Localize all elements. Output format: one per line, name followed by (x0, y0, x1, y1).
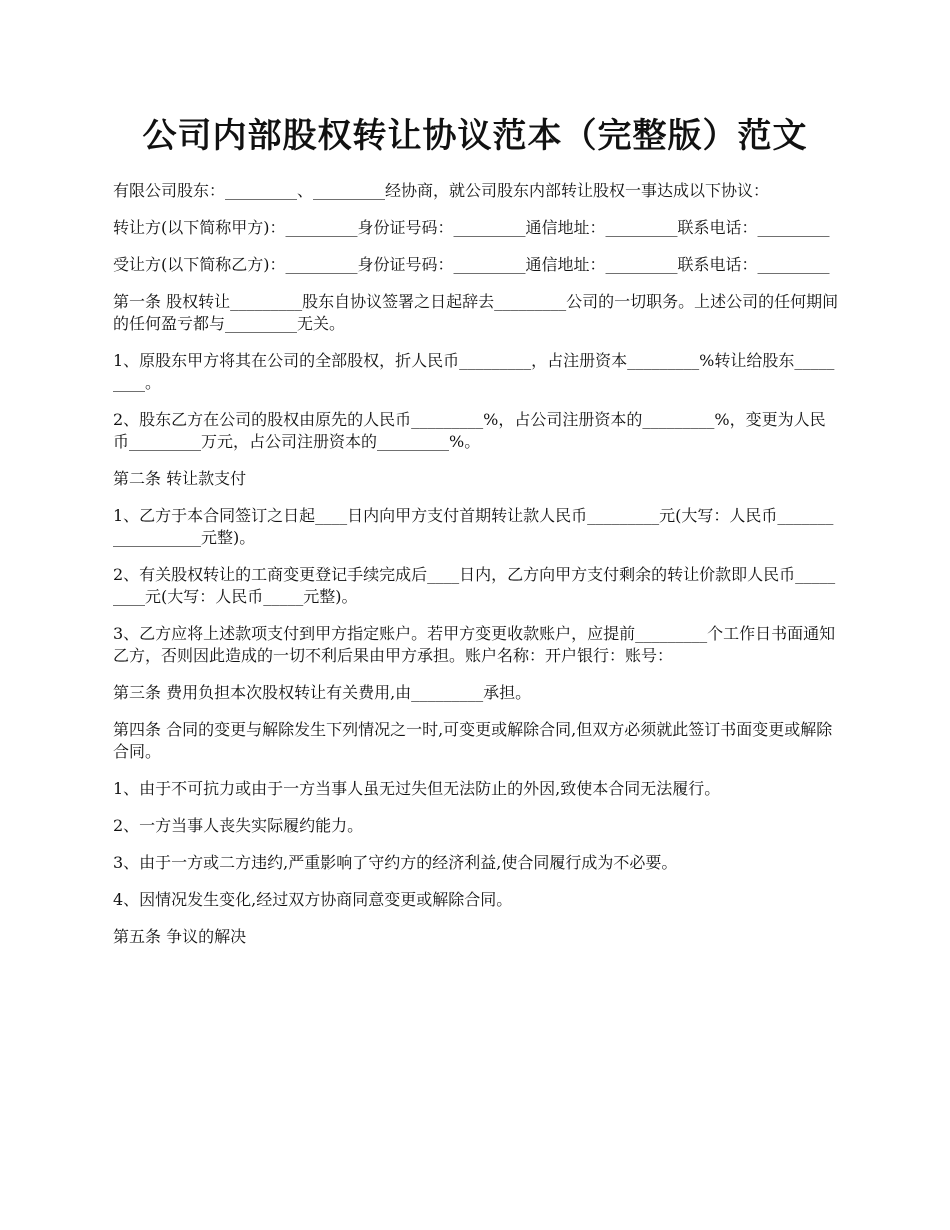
article-5-heading: 第五条 争议的解决 (113, 927, 247, 946)
article-4-clause-2: 2、一方当事人丧失实际履约能力。 (113, 816, 364, 835)
article-4-paragraph: 第四条 合同的变更与解除发生下列情况之一时,可变更或解除合同,但双方必须就此签订书面变更或解除合同。 (113, 720, 833, 761)
article-2-heading: 第二条 转让款支付 (113, 469, 247, 488)
article-2-clause-2: 2、有关股权转让的工商变更登记手续完成后____日内，乙方向甲方支付剩余的转让价款即人民币_________元(大写：人民币_____元整)。 (113, 565, 836, 606)
transferee-info-paragraph: 受让方(以下简称乙方)：_________身份证号码：_________通信地址：_________联系电话：_________ (113, 255, 830, 274)
article-2-clause-1: 1、乙方于本合同签订之日起____日内向甲方支付首期转让款人民币_________元(大写：人民币__________________元整)。 (113, 506, 834, 547)
document-title: 公司内部股权转让协议范本（完整版）范文 (142, 116, 808, 156)
article-1-clause-1: 1、原股东甲方将其在公司的全部股权，折人民币_________，占注册资本_________%转让给股东_________。 (113, 351, 835, 392)
article-3-paragraph: 第三条 费用负担本次股权转让有关费用,由_________承担。 (113, 683, 532, 702)
article-4-clause-1: 1、由于不可抗力或由于一方当事人虽无过失但无法防止的外因,致使本合同无法履行。 (113, 779, 721, 798)
document-body (113, 180, 840, 963)
article-1-paragraph: 第一条 股权转让_________股东自协议签署之日起辞去_________公司的一切职务。上述公司的任何期间的任何盈亏都与_________无关。 (113, 292, 839, 333)
party-intro-paragraph: 有限公司股东：_________、_________经协商，就公司股东内部转让股权一事达成以下协议： (113, 181, 770, 200)
article-2-clause-3: 3、乙方应将上述款项支付到甲方指定账户。若甲方变更收款账户，应提前_________个工作日书面通知乙方，否则因此造成的一切不利后果由甲方承担。账户名称：开户银行：账号： (113, 624, 836, 665)
article-4-clause-4: 4、因情况发生变化,经过双方协商同意变更或解除合同。 (113, 890, 513, 909)
article-1-clause-2: 2、股东乙方在公司的股权由原先的人民币_________%，占公司注册资本的_________%，变更为人民币_________万元，占公司注册资本的_________%。 (113, 410, 826, 451)
transferor-info-paragraph: 转让方(以下简称甲方)：_________身份证号码：_________通信地址：_________联系电话：_________ (113, 218, 830, 237)
article-4-clause-3: 3、由于一方或二方违约,严重影响了守约方的经济利益,使合同履行成为不必要。 (113, 853, 678, 872)
